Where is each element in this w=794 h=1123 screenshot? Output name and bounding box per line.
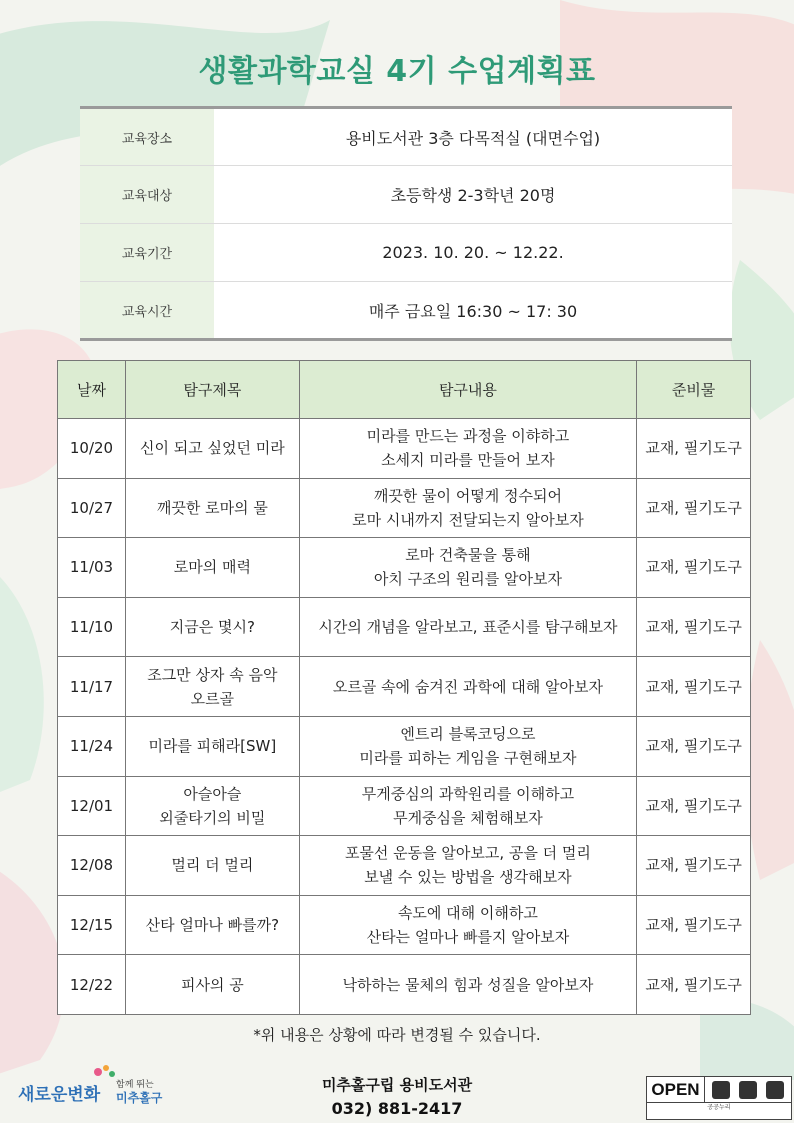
row-materials: 교재, 필기도구	[637, 538, 751, 598]
open-badge-sub: 공공누리	[707, 1104, 731, 1111]
row-topic-line: 산타 얼마나 빠를까?	[145, 916, 280, 935]
row-materials: 교재, 필기도구	[637, 657, 751, 717]
row-topic	[125, 478, 299, 538]
row-materials: 교재, 필기도구	[637, 419, 751, 479]
schedule-header-row	[58, 361, 751, 419]
schedule-row	[58, 955, 751, 1015]
row-topic	[125, 419, 299, 479]
header-content: 탐구내용	[299, 361, 636, 419]
logo-district-text: 미추홀구	[116, 1091, 163, 1105]
row-content-line: 속도에 대해 이해하고	[397, 904, 538, 923]
shield-icon	[766, 1081, 784, 1099]
schedule-row	[58, 836, 751, 896]
row-materials: 교재, 필기도구	[637, 776, 751, 836]
row-content-line: 포물선 운동을 알아보고, 공을 더 멀리	[344, 844, 591, 863]
schedule-row	[58, 657, 751, 717]
row-materials: 교재, 필기도구	[637, 597, 751, 657]
row-topic	[125, 538, 299, 598]
row-topic-line: 깨끗한 로마의 물	[156, 498, 268, 517]
row-date: 12/01	[58, 776, 126, 836]
row-date: 10/27	[58, 478, 126, 538]
info-label: 교육시간	[80, 282, 214, 340]
open-license-badge	[646, 1076, 792, 1120]
row-content	[299, 419, 636, 479]
row-date: 12/15	[58, 895, 126, 955]
row-date: 11/10	[58, 597, 126, 657]
row-content	[299, 955, 636, 1015]
logo-main-text: 새로운변화	[18, 1085, 101, 1105]
schedule-row	[58, 776, 751, 836]
row-materials: 교재, 필기도구	[637, 478, 751, 538]
change-notice: *위 내용은 상황에 따라 변경될 수 있습니다.	[253, 1026, 541, 1044]
schedule-row	[58, 478, 751, 538]
row-date: 12/22	[58, 955, 126, 1015]
row-topic	[125, 836, 299, 896]
row-topic-line: 지금은 몇시?	[169, 618, 255, 637]
row-content	[299, 895, 636, 955]
row-content	[299, 657, 636, 717]
row-content-line: 무게중심의 과학원리를 이해하고	[361, 784, 575, 803]
row-topic	[125, 716, 299, 776]
row-content-line: 엔트리 블록코딩으로	[400, 725, 536, 744]
schedule-row	[58, 538, 751, 598]
row-content-line: 깨끗한 물이 어떻게 정수되어	[373, 486, 563, 505]
row-topic-line: 오르골	[190, 689, 235, 708]
row-content-line: 오르골 속에 숨겨진 과학에 대해 알아보자	[332, 677, 604, 696]
info-label: 교육기간	[80, 224, 214, 282]
schedule-row	[58, 597, 751, 657]
row-materials: 교재, 필기도구	[637, 836, 751, 896]
row-topic	[125, 657, 299, 717]
row-topic-line: 외줄타기의 비밀	[159, 808, 266, 827]
row-topic	[125, 597, 299, 657]
person-icon	[712, 1081, 730, 1099]
row-content	[299, 776, 636, 836]
info-row-period	[80, 224, 732, 282]
row-date: 10/20	[58, 419, 126, 479]
header-materials: 준비물	[637, 361, 751, 419]
logo-sub-text: 함께 뛰는	[116, 1080, 154, 1090]
header-date: 날짜	[58, 361, 126, 419]
row-date: 12/08	[58, 836, 126, 896]
row-content-line: 소세지 미라를 만들어 보자	[381, 451, 555, 470]
row-content-line: 시간의 개념을 알라보고, 표준시를 탐구해보자	[318, 618, 618, 637]
info-row-target	[80, 166, 732, 224]
coin-icon	[739, 1081, 757, 1099]
row-content	[299, 478, 636, 538]
schedule-row	[58, 716, 751, 776]
info-value: 초등학생 2-3학년 20명	[214, 166, 732, 224]
row-topic-line: 신이 되고 싶었던 미라	[139, 439, 285, 458]
info-value: 2023. 10. 20. ~ 12.22.	[214, 224, 732, 282]
row-content-line: 로마 건축물을 통해	[405, 546, 531, 565]
header-topic: 탐구제목	[125, 361, 299, 419]
info-table	[80, 106, 732, 341]
schedule-table	[57, 360, 751, 1015]
row-topic-line: 멀리 더 멀리	[171, 856, 254, 875]
row-topic	[125, 895, 299, 955]
row-content	[299, 716, 636, 776]
row-materials: 교재, 필기도구	[637, 716, 751, 776]
page-title: 생활과학교실 4기 수업계획표	[198, 54, 596, 89]
row-topic-line: 피사의 공	[180, 975, 244, 994]
info-row-time	[80, 282, 732, 340]
row-content-line: 무게중심을 체험해보자	[393, 808, 543, 827]
row-content-line: 아치 구조의 원리를 알아보자	[373, 570, 563, 589]
row-content-line: 로마 시내까지 전달되는지 알아보자	[352, 510, 584, 529]
info-label: 교육장소	[80, 108, 214, 166]
row-materials: 교재, 필기도구	[637, 895, 751, 955]
info-label: 교육대상	[80, 166, 214, 224]
row-topic	[125, 776, 299, 836]
library-phone: 032) 881-2417	[331, 1099, 463, 1118]
info-row-location	[80, 108, 732, 166]
row-topic-line: 아슬아슬	[183, 784, 242, 803]
info-value: 용비도서관 3층 다목적실 (대면수업)	[214, 108, 732, 166]
row-topic	[125, 955, 299, 1015]
row-content	[299, 836, 636, 896]
schedule-body	[58, 419, 751, 1015]
row-topic-line: 조그만 상자 속 음악	[147, 665, 278, 684]
row-materials: 교재, 필기도구	[637, 955, 751, 1015]
row-topic-line: 로마의 매력	[173, 558, 251, 577]
schedule-row	[58, 895, 751, 955]
row-content-line: 낙하하는 물체의 힘과 성질을 알아보자	[342, 975, 594, 994]
schedule-row	[58, 419, 751, 479]
row-content	[299, 538, 636, 598]
row-date: 11/17	[58, 657, 126, 717]
open-word: OPEN	[647, 1077, 705, 1102]
row-content-line: 미라를 피하는 게임을 구현해보자	[359, 749, 577, 768]
library-name: 미추홀구립 용비도서관	[321, 1076, 473, 1094]
row-date: 11/03	[58, 538, 126, 598]
row-date: 11/24	[58, 716, 126, 776]
row-content-line: 미라를 만드는 과정을 이햐하고	[366, 427, 570, 446]
row-content-line: 보낼 수 있는 방법을 생각해보자	[364, 868, 572, 887]
row-topic-line: 미라를 피해라[SW]	[148, 737, 277, 756]
row-content-line: 산타는 얼마나 빠를지 알아보자	[366, 928, 570, 947]
row-content	[299, 597, 636, 657]
info-value: 매주 금요일 16:30 ~ 17: 30	[368, 301, 578, 321]
